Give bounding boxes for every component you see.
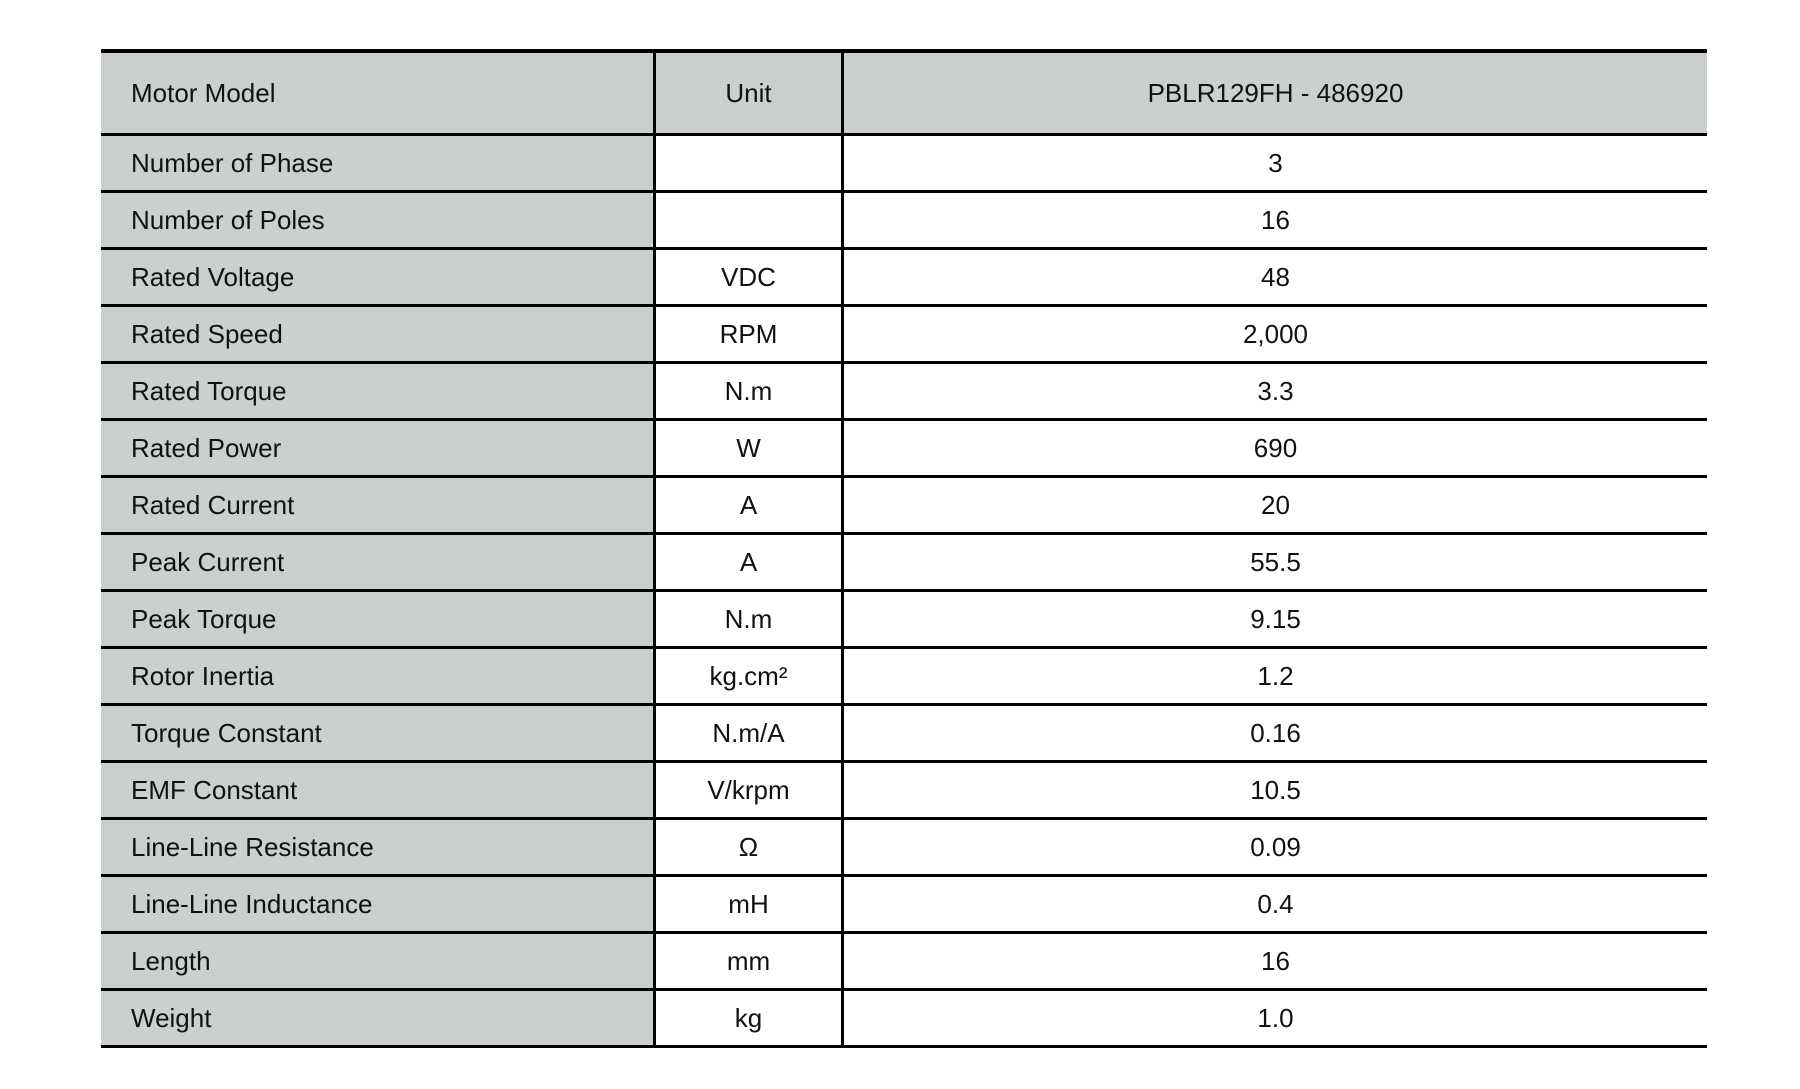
cell-unit: mm xyxy=(655,933,843,990)
cell-value: 1.0 xyxy=(843,990,1708,1047)
cell-parameter: Rotor Inertia xyxy=(101,648,655,705)
cell-value: 48 xyxy=(843,249,1708,306)
table-row xyxy=(101,420,1707,477)
cell-parameter: Length xyxy=(101,933,655,990)
cell-unit: Ω xyxy=(655,819,843,876)
cell-value: 16 xyxy=(843,192,1708,249)
cell-unit: W xyxy=(655,420,843,477)
cell-unit: RPM xyxy=(655,306,843,363)
cell-unit: V/krpm xyxy=(655,762,843,819)
cell-value: 3.3 xyxy=(843,363,1708,420)
cell-value: 55.5 xyxy=(843,534,1708,591)
table-row xyxy=(101,933,1707,990)
table-row xyxy=(101,534,1707,591)
cell-unit xyxy=(655,135,843,192)
table-row xyxy=(101,363,1707,420)
table-row xyxy=(101,306,1707,363)
cell-parameter: Number of Phase xyxy=(101,135,655,192)
table-header-row xyxy=(101,51,1707,135)
cell-unit xyxy=(655,192,843,249)
cell-parameter: Line-Line Resistance xyxy=(101,819,655,876)
cell-unit: kg.cm² xyxy=(655,648,843,705)
cell-value: 16 xyxy=(843,933,1708,990)
cell-value: 3 xyxy=(843,135,1708,192)
cell-unit: A xyxy=(655,534,843,591)
cell-value: 20 xyxy=(843,477,1708,534)
table-row xyxy=(101,192,1707,249)
cell-unit: N.m/A xyxy=(655,705,843,762)
cell-parameter: EMF Constant xyxy=(101,762,655,819)
header-parameter: Motor Model xyxy=(101,51,655,135)
cell-value: 1.2 xyxy=(843,648,1708,705)
cell-parameter: Number of Poles xyxy=(101,192,655,249)
table-row xyxy=(101,648,1707,705)
cell-value: 2,000 xyxy=(843,306,1708,363)
table-row xyxy=(101,135,1707,192)
table-row xyxy=(101,990,1707,1047)
cell-parameter: Rated Current xyxy=(101,477,655,534)
cell-value: 9.15 xyxy=(843,591,1708,648)
cell-parameter: Peak Current xyxy=(101,534,655,591)
cell-unit: mH xyxy=(655,876,843,933)
cell-parameter: Rated Voltage xyxy=(101,249,655,306)
table-row xyxy=(101,876,1707,933)
cell-parameter: Rated Speed xyxy=(101,306,655,363)
table-row xyxy=(101,591,1707,648)
cell-unit: kg xyxy=(655,990,843,1047)
cell-unit: A xyxy=(655,477,843,534)
cell-value: 10.5 xyxy=(843,762,1708,819)
table-row xyxy=(101,249,1707,306)
table-row xyxy=(101,762,1707,819)
table-row xyxy=(101,477,1707,534)
cell-parameter: Weight xyxy=(101,990,655,1047)
cell-parameter: Peak Torque xyxy=(101,591,655,648)
header-unit: Unit xyxy=(655,51,843,135)
cell-unit: N.m xyxy=(655,363,843,420)
cell-parameter: Rated Torque xyxy=(101,363,655,420)
cell-unit: N.m xyxy=(655,591,843,648)
table-row xyxy=(101,819,1707,876)
motor-spec-table xyxy=(101,49,1707,1048)
cell-value: 0.09 xyxy=(843,819,1708,876)
cell-parameter: Rated Power xyxy=(101,420,655,477)
header-model: PBLR129FH - 486920 xyxy=(843,51,1708,135)
cell-value: 690 xyxy=(843,420,1708,477)
cell-parameter: Line-Line Inductance xyxy=(101,876,655,933)
cell-value: 0.4 xyxy=(843,876,1708,933)
table-row xyxy=(101,705,1707,762)
cell-value: 0.16 xyxy=(843,705,1708,762)
cell-parameter: Torque Constant xyxy=(101,705,655,762)
cell-unit: VDC xyxy=(655,249,843,306)
